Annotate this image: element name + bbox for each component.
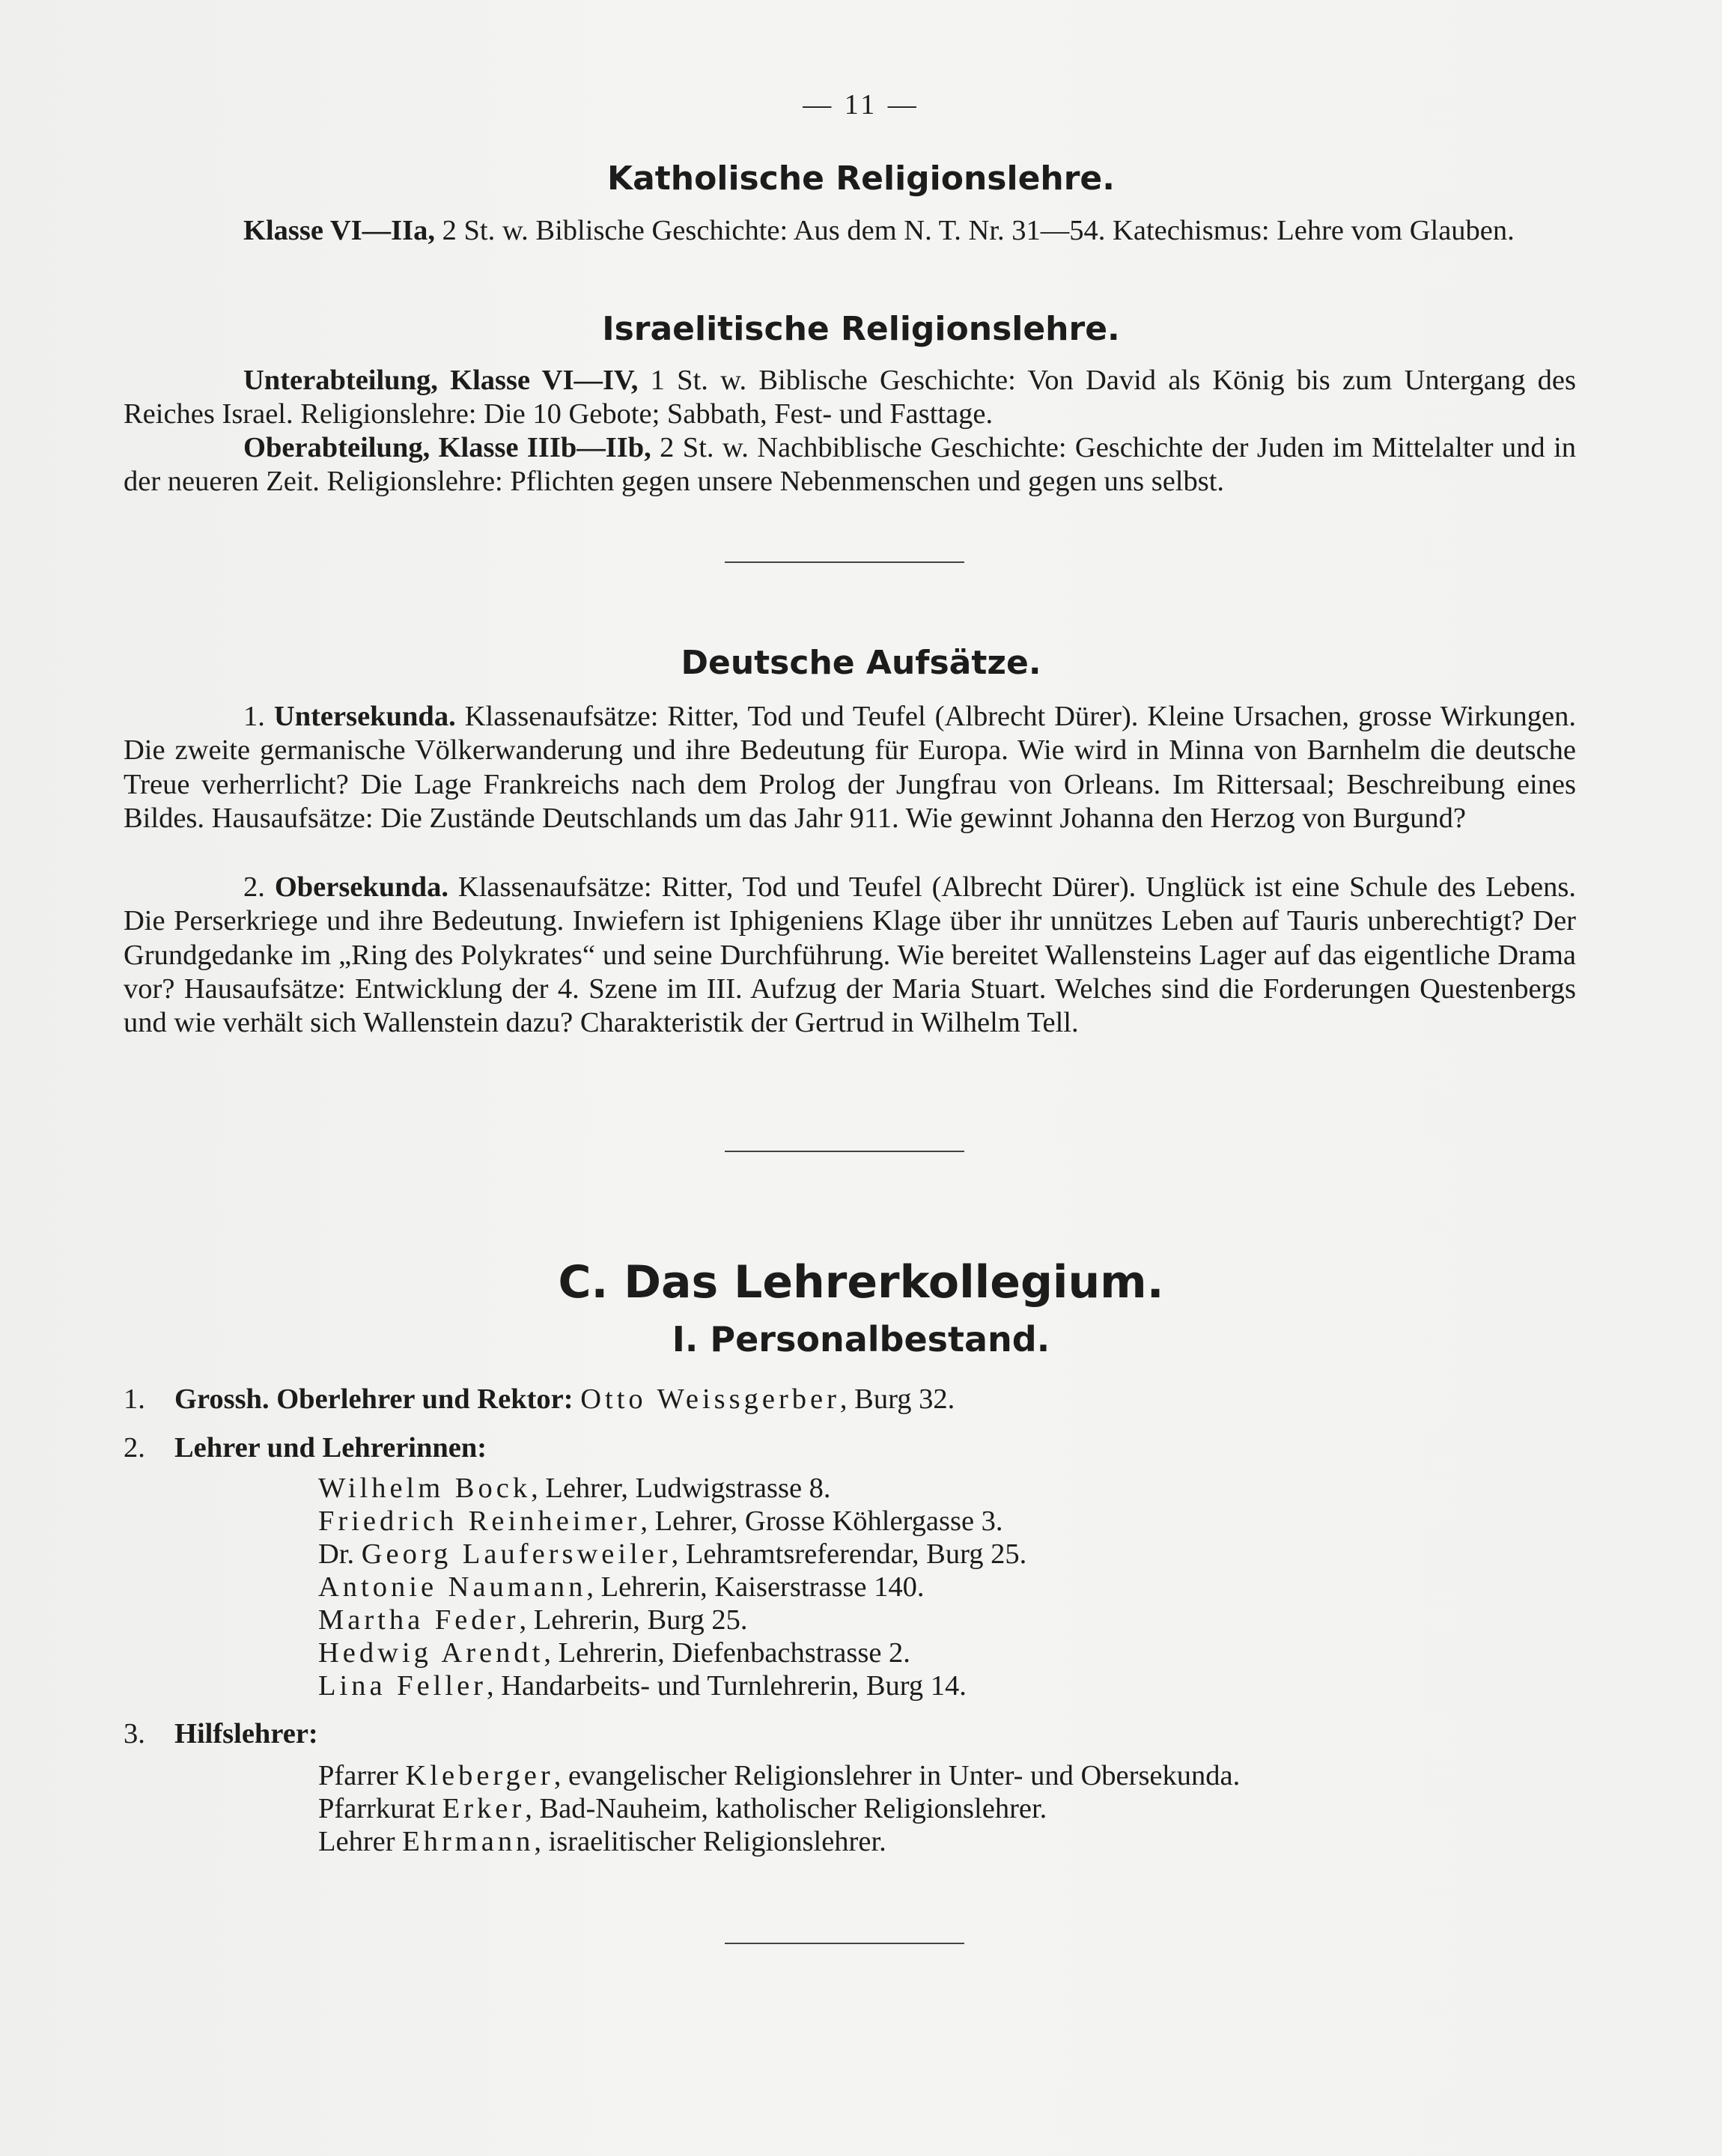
helpers-title-line bbox=[124, 1717, 1621, 1751]
teacher-name: Wilhelm Bock bbox=[318, 1473, 532, 1504]
teacher-name: Georg Laufersweiler bbox=[361, 1538, 672, 1570]
essays-paragraph-2 bbox=[124, 871, 1576, 1040]
teacher-name: Lina Feller bbox=[318, 1670, 487, 1702]
rector-line bbox=[124, 1383, 1621, 1416]
helper-details: , Bad-Nauheim, katholischer Religionslehrer. bbox=[525, 1793, 1047, 1824]
helper-prefix: Pfarrkurat bbox=[318, 1793, 442, 1824]
essays-p2-lead: Obersekunda. bbox=[274, 871, 448, 903]
teachers-title: Lehrer und Lehrerinnen: bbox=[174, 1432, 487, 1464]
teacher-name: Martha Feder bbox=[318, 1604, 520, 1636]
teachers-title-line bbox=[124, 1431, 1621, 1465]
israelite-p2-lead: Oberabteilung, Klasse IIIb—IIb, bbox=[243, 432, 651, 463]
teacher-entry bbox=[318, 1669, 1722, 1703]
helper-details: , evangelischer Religionslehrer in Unter- und Obersekunda. bbox=[553, 1760, 1241, 1791]
catholic-paragraph bbox=[124, 214, 1576, 248]
helpers-title: Hilfslehrer: bbox=[174, 1718, 318, 1750]
teacher-entry bbox=[318, 1604, 1722, 1637]
israelite-paragraph-2 bbox=[124, 431, 1576, 499]
rector-title: Grossh. Oberlehrer und Rektor: bbox=[174, 1383, 574, 1415]
helper-name: Kleberger bbox=[405, 1760, 554, 1791]
teacher-name: Hedwig Arendt bbox=[318, 1637, 544, 1669]
teacher-entry bbox=[318, 1636, 1722, 1670]
israelite-heading: Israelitische Religionslehre. bbox=[602, 310, 1120, 348]
teacher-details: , Lehrerin, Kaiserstrasse 140. bbox=[586, 1571, 925, 1603]
section-divider bbox=[725, 1151, 964, 1152]
teacher-details: , Lehramtsreferendar, Burg 25. bbox=[671, 1538, 1027, 1570]
teacher-details: , Lehrer, Ludwigstrasse 8. bbox=[531, 1473, 831, 1504]
teacher-entry bbox=[318, 1472, 1722, 1505]
college-heading: C. Das Lehrerkollegium. bbox=[558, 1256, 1164, 1309]
teacher-details: , Lehrer, Grosse Köhlergasse 3. bbox=[640, 1505, 1003, 1537]
rector-name: Otto Weissgerber bbox=[580, 1383, 840, 1415]
essays-p1-number: 1. bbox=[243, 701, 265, 732]
essays-p1-text: Klassenaufsätze: Ritter, Tod und Teufel (Albrecht Dürer). Kleine Ursachen, grosse Wirkungen. Die zweite germanische Völkerwanderung und ihre Bedeutung für Europa. Wie wird in Minna von Barnhelm die deutsche Treue verherrlicht? Die Lage Frankreichs nach dem Prolog der Jungfrau von Orleans. Im Rittersaal; Beschreibung eines Bildes. Hausaufsätze: Die Zustände Deutschlands um das Jahr 911. Wie gewinnt Johanna den Herzog von Burgund? bbox=[124, 701, 1577, 834]
essays-heading: Deutsche Aufsätze. bbox=[681, 644, 1041, 682]
essays-p2-number: 2. bbox=[243, 871, 265, 903]
israelite-p1-lead: Unterabteilung, Klasse VI—IV, bbox=[243, 365, 639, 396]
catholic-heading: Katholische Religionslehre. bbox=[606, 159, 1115, 198]
teachers-number: 2. bbox=[124, 1432, 145, 1464]
essays-paragraph-1 bbox=[124, 700, 1576, 835]
teacher-name: Friedrich Reinheimer bbox=[318, 1505, 641, 1537]
helper-entry bbox=[318, 1792, 1722, 1826]
helpers-number: 3. bbox=[124, 1718, 145, 1750]
section-divider bbox=[725, 1943, 964, 1944]
helper-name: Ehrmann bbox=[402, 1826, 535, 1857]
israelite-p2-text: 2 St. w. Nachbiblische Geschichte: Geschichte der Juden im Mittelalter und in der neueren Zeit. Religionslehre: Pflichten gegen unsere Nebenmenschen und gegen uns selbst. bbox=[124, 432, 1577, 498]
rector-address: , Burg 32. bbox=[839, 1383, 955, 1415]
helper-prefix: Pfarrer bbox=[318, 1760, 406, 1791]
section-divider bbox=[725, 561, 964, 563]
israelite-paragraph-1 bbox=[124, 364, 1576, 432]
catholic-text: 2 St. w. Biblische Geschichte: Aus dem N. T. Nr. 31—54. Katechismus: Lehre vom Glauben. bbox=[442, 215, 1515, 246]
teacher-entry bbox=[318, 1538, 1722, 1571]
helper-details: , israelitischer Religionslehrer. bbox=[534, 1826, 886, 1857]
teacher-details: , Handarbeits- und Turnlehrerin, Burg 14. bbox=[486, 1670, 967, 1702]
page-number: — 11 — bbox=[803, 89, 919, 121]
teacher-name: Antonie Naumann bbox=[318, 1571, 587, 1603]
helper-entry bbox=[318, 1825, 1722, 1859]
teacher-entry bbox=[318, 1571, 1722, 1604]
teacher-prefix: Dr. bbox=[318, 1538, 362, 1570]
catholic-lead: Klasse VI—IIa, bbox=[243, 215, 436, 246]
helper-entry bbox=[318, 1759, 1722, 1793]
college-subheading: I. Personalbestand. bbox=[672, 1319, 1050, 1359]
israelite-p1-text: 1 St. w. Biblische Geschichte: Von David als König bis zum Untergang des Reiches Israel. Religionslehre: Die 10 Gebote; Sabbath, Fest- und Fasttage. bbox=[124, 365, 1576, 430]
helper-name: Erker bbox=[442, 1793, 526, 1824]
rector-number: 1. bbox=[124, 1383, 145, 1415]
teacher-entry bbox=[318, 1505, 1722, 1538]
essays-p2-text: Klassenaufsätze: Ritter, Tod und Teufel (Albrecht Dürer). Unglück ist eine Schule des Lebens. Die Perserkriege und ihre Bedeutung. Inwiefern ist Iphigeniens Klage über ihr unnützes Leben auf Tauris unberechtigt? Der Grundgedanke im „Ring des Polykrates“ und seine Durchführung. Wie bereitet Wallensteins Lager auf das eigentliche Drama vor? Hausaufsätze: Entwicklung der 4. Szene im III. Aufzug der Maria Stuart. Welches sind die Forderungen Questenbergs und wie verhält sich Wallenstein dazu? Charakteristik der Gertrud in Wilhelm Tell. bbox=[124, 871, 1576, 1039]
teacher-details: , Lehrerin, Diefenbachstrasse 2. bbox=[544, 1637, 910, 1669]
helper-prefix: Lehrer bbox=[318, 1826, 403, 1857]
essays-p1-lead: Untersekunda. bbox=[273, 701, 456, 732]
teacher-details: , Lehrerin, Burg 25. bbox=[519, 1604, 748, 1636]
